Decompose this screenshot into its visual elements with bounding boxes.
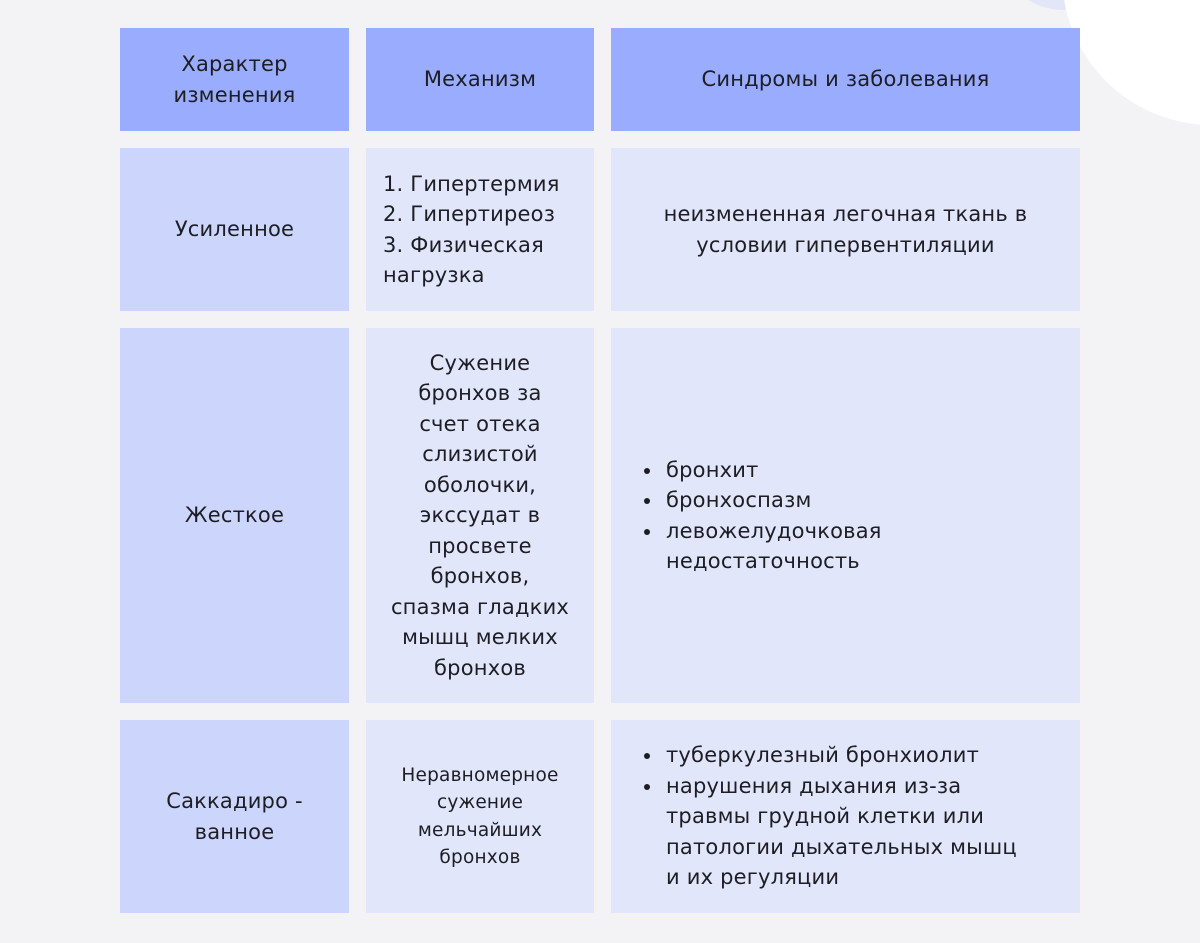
character-label: Жесткое [184,503,285,528]
character-label: Усиленное [174,217,295,242]
list-item: 1. Гипертермия [383,171,560,196]
list-item: бронхит [611,455,1080,486]
list-item: 2. Гипертиреоз [383,202,556,226]
table-row-1-character [120,148,349,311]
list-item: 3. Физическая нагрузка [383,232,544,287]
header-label: Механизм [423,67,537,92]
decorative-circle-large [1062,0,1200,125]
header-label: Синдромы и заболевания [701,67,990,92]
table-row-3-mechanism [366,720,594,913]
conditions-text: неизмененная легочная ткань в условии гипервентиляции [663,202,1028,257]
mechanism-text: Сужение бронхов за счет отека слизистой оболочки, экссудат в просвете бронхов, спазма гладких мышц мелких бронхов [390,350,570,680]
table-row-2-character [120,328,349,703]
header-cell-character [120,28,349,131]
list-item: левожелудочковая недостаточность [611,516,1080,577]
table-row-3-character [120,720,349,913]
table-row-2-conditions [611,328,1080,703]
conditions-list [611,455,1080,577]
conditions-list [611,740,1080,893]
header-cell-conditions [611,28,1080,131]
table-row-1-conditions [611,148,1080,311]
header-cell-mechanism [366,28,594,131]
header-label: Характер изменения [173,52,296,107]
mechanism-list [366,169,594,291]
mechanism-text: Неравномерное сужение мельчайших бронхов [401,764,559,868]
table-row-2-mechanism [366,328,594,703]
table-row-3-conditions [611,720,1080,913]
list-item: туберкулезный бронхиолит [611,740,1080,771]
list-item: нарушения дыхания из-за травмы грудной клетки или патологии дыхательных мышц и их регуляции [611,771,1080,893]
list-item: бронхоспазм [611,485,1080,516]
character-label: Саккадиро - ванное [166,789,303,844]
table-row-1-mechanism [366,148,594,311]
